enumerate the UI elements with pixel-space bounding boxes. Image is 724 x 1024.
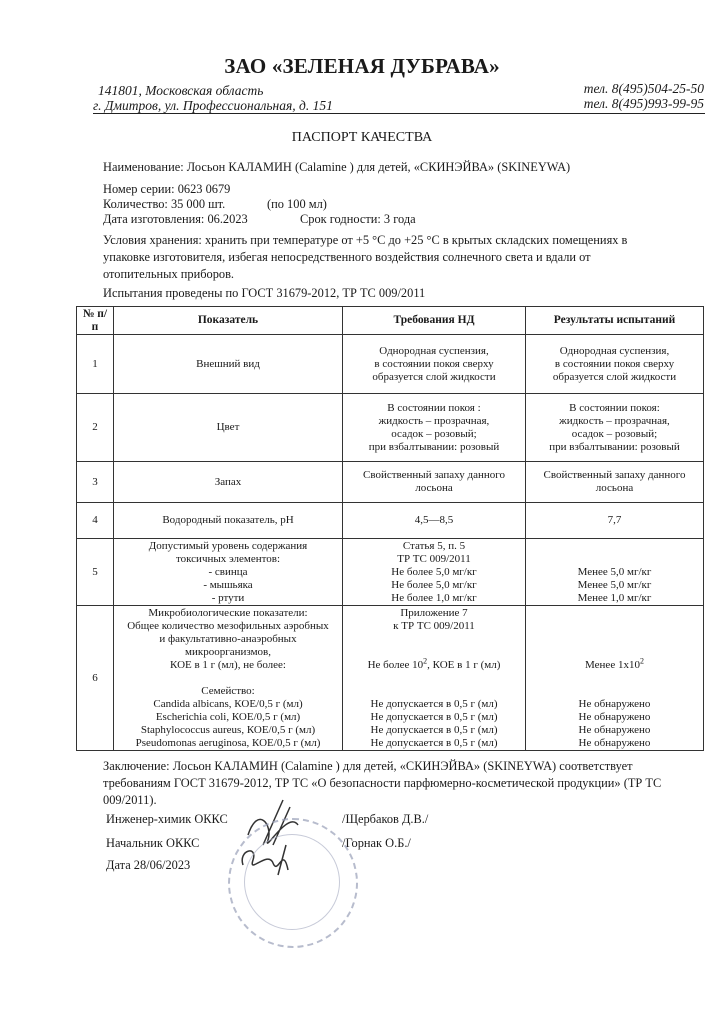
line: Не допускается в 0,5 г (мл) xyxy=(370,723,498,736)
microbe-count-requirement xyxy=(346,655,522,672)
line: Внешний вид xyxy=(196,357,260,370)
row-results xyxy=(526,462,704,503)
line: при взбалтывании: розовый xyxy=(549,440,680,453)
line: лосьона xyxy=(595,482,634,494)
storage-conditions: Условия хранения: хранить при температуре от +5 °С до +25 °С в крытых складских помещениях в упаковке изготовителя, избегая непосредственного воздействия солнечного света и вдали от отопительных приборов. xyxy=(103,233,628,281)
spacer xyxy=(117,672,339,685)
spacer xyxy=(346,672,522,698)
row-number: 2 xyxy=(77,394,114,462)
line: Допустимый уровень содержания xyxy=(148,539,308,552)
line: - ртути xyxy=(211,591,245,604)
address-line-1: 141801, Московская область xyxy=(98,83,264,98)
line: осадок – розовый; xyxy=(571,427,658,440)
line: В состоянии покоя: xyxy=(569,401,660,414)
row-indicator xyxy=(114,539,343,606)
table-header-row xyxy=(77,307,704,335)
volume: (по 100 мл) xyxy=(267,197,327,211)
row-indicator xyxy=(114,606,343,751)
line: Не более 5,0 мг/кг xyxy=(391,565,477,578)
microbe-count-result xyxy=(529,655,700,672)
line: к ТР ТС 009/2011 xyxy=(393,619,475,632)
line: в состоянии покоя сверху xyxy=(554,357,675,370)
stamp-seal xyxy=(228,818,358,948)
line: КОЕ в 1 г (мл), не более: xyxy=(170,658,286,671)
line: лосьона xyxy=(415,482,453,494)
line: осадок – розовый; xyxy=(391,427,477,440)
line: Не допускается в 0,5 г (мл) xyxy=(370,736,498,749)
line xyxy=(529,540,700,553)
row-requirements xyxy=(343,539,526,606)
line: Микробиологические показатели: xyxy=(148,606,308,619)
row-indicator xyxy=(114,335,343,394)
spacer xyxy=(346,633,522,659)
row-indicator xyxy=(114,503,343,539)
quality-table xyxy=(76,306,704,751)
engineer-name: /Щербаков Д.В./ xyxy=(342,812,429,826)
line: Свойственный запаху данного xyxy=(362,469,506,481)
spacer xyxy=(529,672,700,698)
line: Запах xyxy=(214,475,242,488)
text: Не более 10 xyxy=(367,658,424,671)
line: Escherichia coli, КОЕ/0,5 г (мл) xyxy=(155,710,301,723)
col-requirements: Требования НД xyxy=(343,307,526,335)
company-name: ЗАО «ЗЕЛЕНАЯ ДУБРАВА» xyxy=(224,54,500,78)
col-results: Результаты испытаний xyxy=(526,307,704,335)
row-requirements xyxy=(343,503,526,539)
line: Однородная суспензия, xyxy=(559,344,670,357)
line: токсичных элементов: xyxy=(175,552,281,565)
table-row xyxy=(77,335,704,394)
table-row xyxy=(77,394,704,462)
line: Pseudomonas aeruginosa, КОЕ/0,5 г (мл) xyxy=(135,736,321,749)
line: Не более 5,0 мг/кг xyxy=(391,578,477,591)
line: Не допускается в 0,5 г (мл) xyxy=(370,710,498,723)
table-row xyxy=(77,606,704,751)
conclusion: Заключение: Лосьон КАЛАМИН (Calamine ) для детей, «СКИНЭЙВА» (SKINEYWA) соответствует требованиям ГОСТ 31679-2012, ТР ТС «О безопасности парфюмерно-косметической продукции» (ТР ТС 009/2011). xyxy=(103,759,662,807)
row-results xyxy=(526,335,704,394)
row-results xyxy=(526,394,704,462)
exponent: 2 xyxy=(639,655,644,665)
text: Менее 1x10 xyxy=(585,658,640,671)
address-line-2: г. Дмитров, ул. Профессиональная, д. 151 xyxy=(93,98,333,113)
line: Семейство: xyxy=(201,684,255,697)
row-requirements xyxy=(343,606,526,751)
line: ТР ТС 009/2011 xyxy=(397,552,471,565)
head-role: Начальник ОККС xyxy=(106,836,200,850)
table-row xyxy=(77,539,704,606)
line: в состоянии покоя сверху xyxy=(374,357,494,370)
line: В состоянии покоя : xyxy=(387,401,481,414)
line: Не более 1,0 мг/кг xyxy=(391,591,477,604)
line: Статья 5, п. 5 xyxy=(402,539,466,552)
table-row xyxy=(77,503,704,539)
row-number: 6 xyxy=(77,606,114,751)
row-indicator xyxy=(114,394,343,462)
row-number: 4 xyxy=(77,503,114,539)
row-requirements xyxy=(343,394,526,462)
signing-date: Дата 28/06/2023 xyxy=(106,858,191,872)
tests-standard: Испытания проведены по ГОСТ 31679-2012, ТР ТС 009/2011 xyxy=(103,286,426,300)
line: 4,5—8,5 xyxy=(414,514,454,526)
manufacture-date: Дата изготовления: 06.2023 xyxy=(103,212,248,226)
line: Не обнаружено xyxy=(578,710,651,723)
table-row xyxy=(77,462,704,503)
line: 7,7 xyxy=(607,514,622,526)
head-name: /Горнак О.Б./ xyxy=(342,836,411,850)
engineer-role: Инженер-химик ОККС xyxy=(106,812,228,826)
shelf-life: Срок годности: 3 года xyxy=(300,212,416,226)
phone-2: тел. 8(495)993-99-95 xyxy=(583,96,704,111)
row-requirements xyxy=(343,462,526,503)
line: Менее 5,0 мг/кг xyxy=(577,565,652,578)
line: Однородная суспензия, xyxy=(379,344,489,357)
line: Общее количество мезофильных аэробных xyxy=(127,619,329,632)
line: и факультативно-анаэробных xyxy=(159,632,297,645)
line: микроорганизмов, xyxy=(185,645,271,658)
line xyxy=(529,553,700,566)
phone-1: тел. 8(495)504-25-50 xyxy=(583,81,704,96)
line: - мышьяка xyxy=(203,578,253,591)
col-indicator: Показатель xyxy=(114,307,343,335)
row-indicator xyxy=(114,462,343,503)
quantity: Количество: 35 000 шт. xyxy=(103,197,226,211)
line: Не обнаружено xyxy=(578,697,651,710)
line: Водородный показатель, pH xyxy=(162,514,294,526)
document-title: ПАСПОРТ КАЧЕСТВА xyxy=(291,130,433,145)
line: Менее 1,0 мг/кг xyxy=(577,591,652,604)
line: Менее 5,0 мг/кг xyxy=(577,578,652,591)
line: Candida albicans, КОЕ/0,5 г (мл) xyxy=(153,697,303,710)
series-number: Номер серии: 0623 0679 xyxy=(103,182,231,196)
col-number: № п/п xyxy=(77,307,114,335)
row-requirements xyxy=(343,335,526,394)
line: - свинца xyxy=(208,565,248,578)
row-results xyxy=(526,539,704,606)
row-number: 5 xyxy=(77,539,114,606)
line: жидкость – прозрачная, xyxy=(378,414,490,427)
row-number: 3 xyxy=(77,462,114,503)
text: , КОЕ в 1 г (мл) xyxy=(427,658,501,671)
line: Цвет xyxy=(216,421,240,433)
spacer xyxy=(529,607,700,659)
line: Приложение 7 xyxy=(400,606,468,619)
line: Свойственный запаху данного xyxy=(543,469,686,481)
row-number: 1 xyxy=(77,335,114,394)
line: Не обнаружено xyxy=(578,736,651,749)
row-results xyxy=(526,606,704,751)
line: образуется слой жидкости xyxy=(372,370,496,383)
line: жидкость – прозрачная, xyxy=(559,414,670,427)
product-name: Наименование: Лосьон КАЛАМИН (Calamine ) для детей, «СКИНЭЙВА» (SKINEYWA) xyxy=(103,160,571,174)
header-divider xyxy=(93,113,705,114)
line: образуется слой жидкости xyxy=(552,370,677,383)
line: Не обнаружено xyxy=(578,723,651,736)
line: Не допускается в 0,5 г (мл) xyxy=(370,697,498,710)
exponent: 2 xyxy=(423,655,428,665)
line: Staphylococcus aureus, КОЕ/0,5 г (мл) xyxy=(140,723,316,736)
line: при взбалтывании: розовый xyxy=(368,440,500,453)
row-results xyxy=(526,503,704,539)
